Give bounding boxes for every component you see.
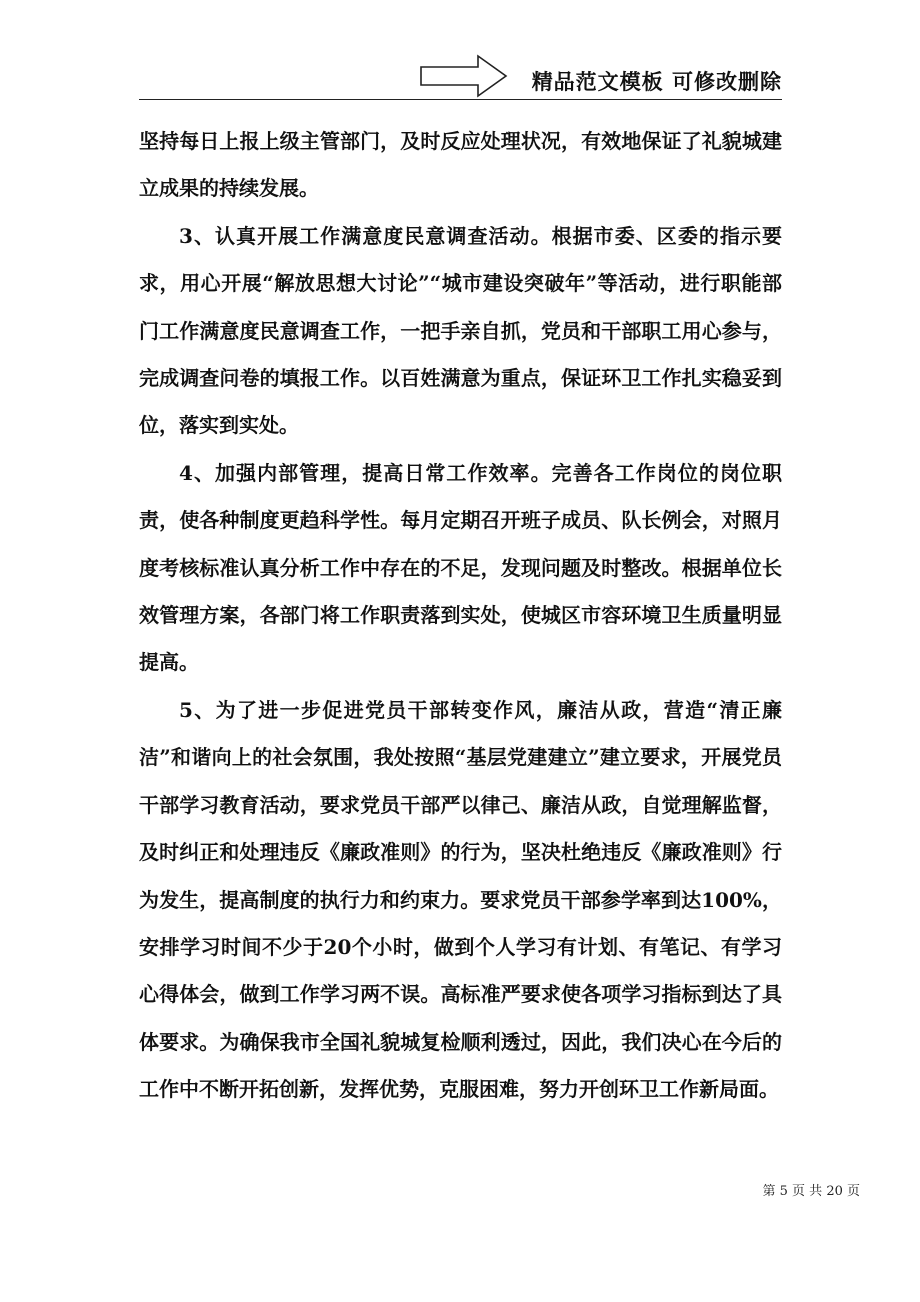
paragraph-item-5: 5、为了进一步促进党员干部转变作风，廉洁从政，营造“清正廉洁”和谐向上的社会氛围，我处按照“基层党建建立”建立要求，开展党员干部学习教育活动，要求党员干部严以律己、廉洁从政，自觉理解监督，及时纠正和处理违反《廉政准则》的行为，坚决杜绝违反《廉政准则》行为发生，提高制度的执行力和约束力。要求党员干部参学率到达100%，安排学习时间不少于20个小时，做到个人学习有计划、有笔记、有学习心得体会，做到工作学习两不误。高标准严要求使各项学习指标到达了具体要求。为确保我市全国礼貌城复检顺利透过，因此，我们决心在今后的工作中不断开拓创新，发挥优势，克服困难，努力开创环卫工作新局面。 bbox=[139, 697, 782, 1102]
header-divider bbox=[139, 99, 782, 100]
paragraph-continued: 坚持每日上报上级主管部门，及时反应处理状况，有效地保证了礼貌城建立成果的持续发展。 bbox=[139, 129, 782, 201]
paragraph-item-4: 4、加强内部管理，提高日常工作效率。完善各工作岗位的岗位职责，使各种制度更趋科学性。每月定期召开班子成员、队长例会，对照月度考核标准认真分析工作中存在的不足，发现问题及时整改。根据单位长效管理方案，各部门将工作职责落到实处，使城区市容环境卫生质量明显提高。 bbox=[139, 460, 782, 675]
arrow-right-icon bbox=[420, 54, 508, 98]
document-body bbox=[139, 118, 782, 1114]
paragraph-item-3: 3、认真开展工作满意度民意调查活动。根据市委、区委的指示要求，用心开展“解放思想大讨论”“城市建设突破年”等活动，进行职能部门工作满意度民意调查工作，一把手亲自抓，党员和干部职工用心参与，完成调查问卷的填报工作。以百姓满意为重点，保证环卫工作扎实稳妥到位，落实到实处。 bbox=[139, 223, 782, 438]
header-title: 精品范文模板 可修改删除 bbox=[531, 70, 782, 94]
page-number: 第 5 页 共 20 页 bbox=[762, 1184, 860, 1199]
page-header bbox=[139, 48, 782, 100]
